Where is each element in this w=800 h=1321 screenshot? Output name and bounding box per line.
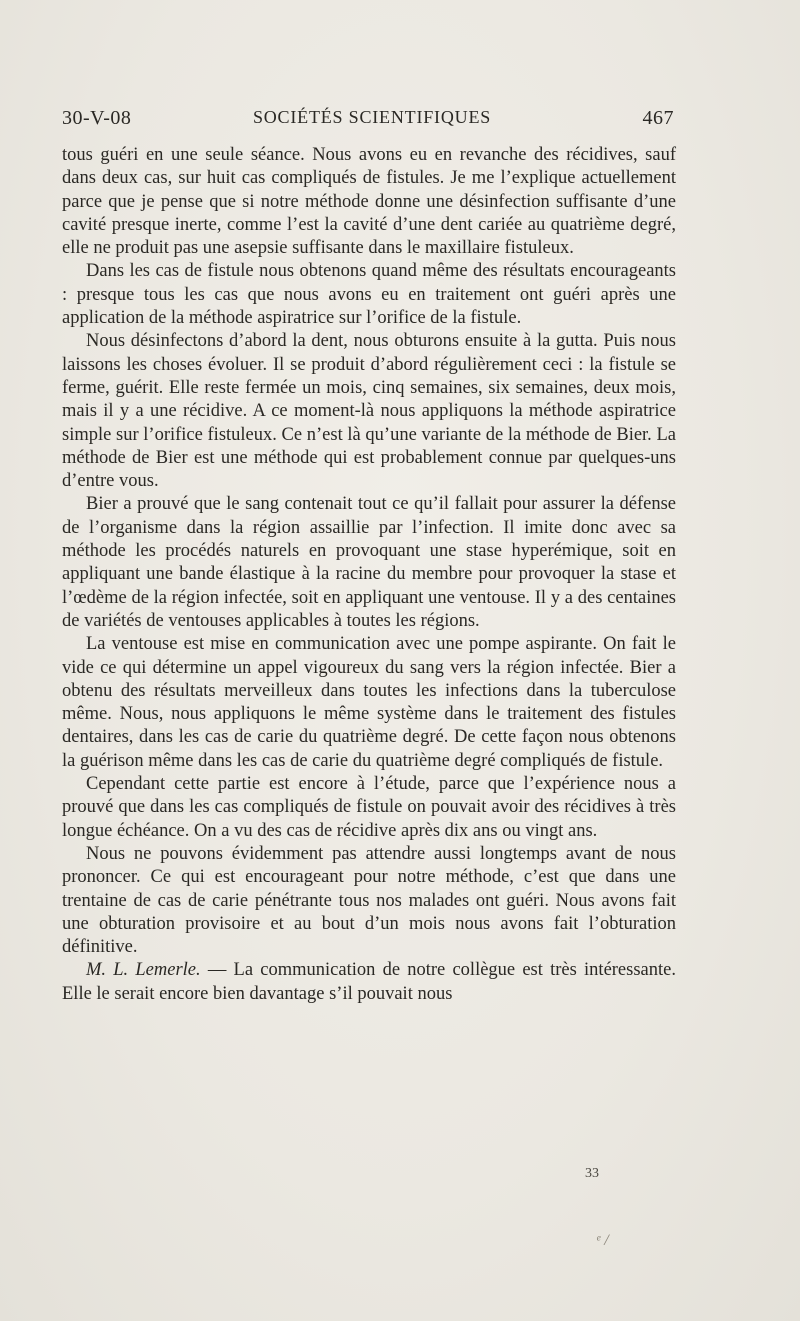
paragraph-8: [62, 959, 676, 1006]
paragraph-5: La ventouse est mise en communication avec une pompe aspirante. On fait le vide ce qui détermine un appel vigoureux du sang vers la région infectée. Bier a obtenu des résultats merveilleux dans toutes les infections dans la tuberculose même. Nous, nous appliquons le même système dans le traitement des fistules dentaires, dans les cas de carie du quatrième degré. De cette façon nous obtenons la guérison même dans les cas de carie du quatrième degré compliqués de fistule.: [62, 634, 676, 771]
body-text: [62, 144, 676, 1006]
speaker-text: — La communication de notre collègue est très intéressante. Elle le serait encore bien davantage s’il pouvait nous: [62, 960, 676, 1004]
ink-smudge: ᵉ /: [596, 1232, 609, 1249]
paragraph-6: Cependant cette partie est encore à l’étude, parce que l’expérience nous a prouvé que dans les cas compliqués de fistule on pouvait avoir des récidives à très longue échéance. On a vu des cas de récidive après dix ans ou vingt ans.: [62, 774, 676, 841]
paragraph-1: tous guéri en une seule séance. Nous avons eu en revanche des récidives, sauf dans deux cas, sur huit cas compliqués de fistules. Je me l’explique actuellement parce que je pense que si notre méthode donne une désinfection suffisante d’une cavité presque inerte, comme l’est la cavité d’une dent cariée au quatrième degré, elle ne produit pas une asepsie suffisante dans le maxillaire fistuleux.: [62, 145, 676, 259]
paragraph-4: Bier a prouvé que le sang contenait tout ce qu’il fallait pour assurer la défense de l’organisme dans la région assaillie par l’infection. Il imite donc avec sa méthode les procédés naturels en provoquant une stase hyperémique, soit en appliquant une bande élastique à la racine du membre pour provoquer la stase et l’œdème de la région infectée, soit en appliquant une ventouse. Il y a des centaines de variétés de ventouses applicables à toutes les régions.: [62, 494, 676, 631]
paragraph-7: Nous ne pouvons évidemment pas attendre aussi longtemps avant de nous prononcer. Ce qui est encourageant pour notre méthode, c’est que dans une trentaine de cas de carie pénétrante tous nos malades ont guéri. Nous avons fait une obturation provisoire et au bout d’un mois nous avons fait l’obturation définitive.: [62, 843, 676, 958]
paragraph-3: Nous désinfectons d’abord la dent, nous obturons ensuite à la gutta. Puis nous laissons les choses évoluer. Il se produit d’abord régulièrement ceci : la fistule se ferme, guérit. Elle reste fermée un mois, cinq semaines, six semaines, deux mois, mais il y a une récidive. A ce moment-là nous appliquons la méthode aspiratrice simple sur l’orifice fistuleux. Ce n’est là qu’une variante de la méthode de Bier. La méthode de Bier est une méthode qui est probablement connue par quelques-uns d’entre vous.: [62, 331, 676, 492]
running-header: [62, 107, 674, 135]
header-title: SOCIÉTÉS SCIENTIFIQUES: [252, 107, 492, 127]
speaker-name: M. L. Lemerle.: [86, 960, 201, 981]
page-number: 467: [642, 107, 674, 129]
signature-mark: 33: [585, 1166, 599, 1181]
header-date: 30-V-08: [62, 107, 132, 129]
paragraph-2: Dans les cas de fistule nous obtenons quand même des résultats encourageants : presque tous les cas que nous avons eu en traitement ont guéri après une application de la méthode aspiratrice sur l’orifice de la fistule.: [62, 261, 676, 329]
